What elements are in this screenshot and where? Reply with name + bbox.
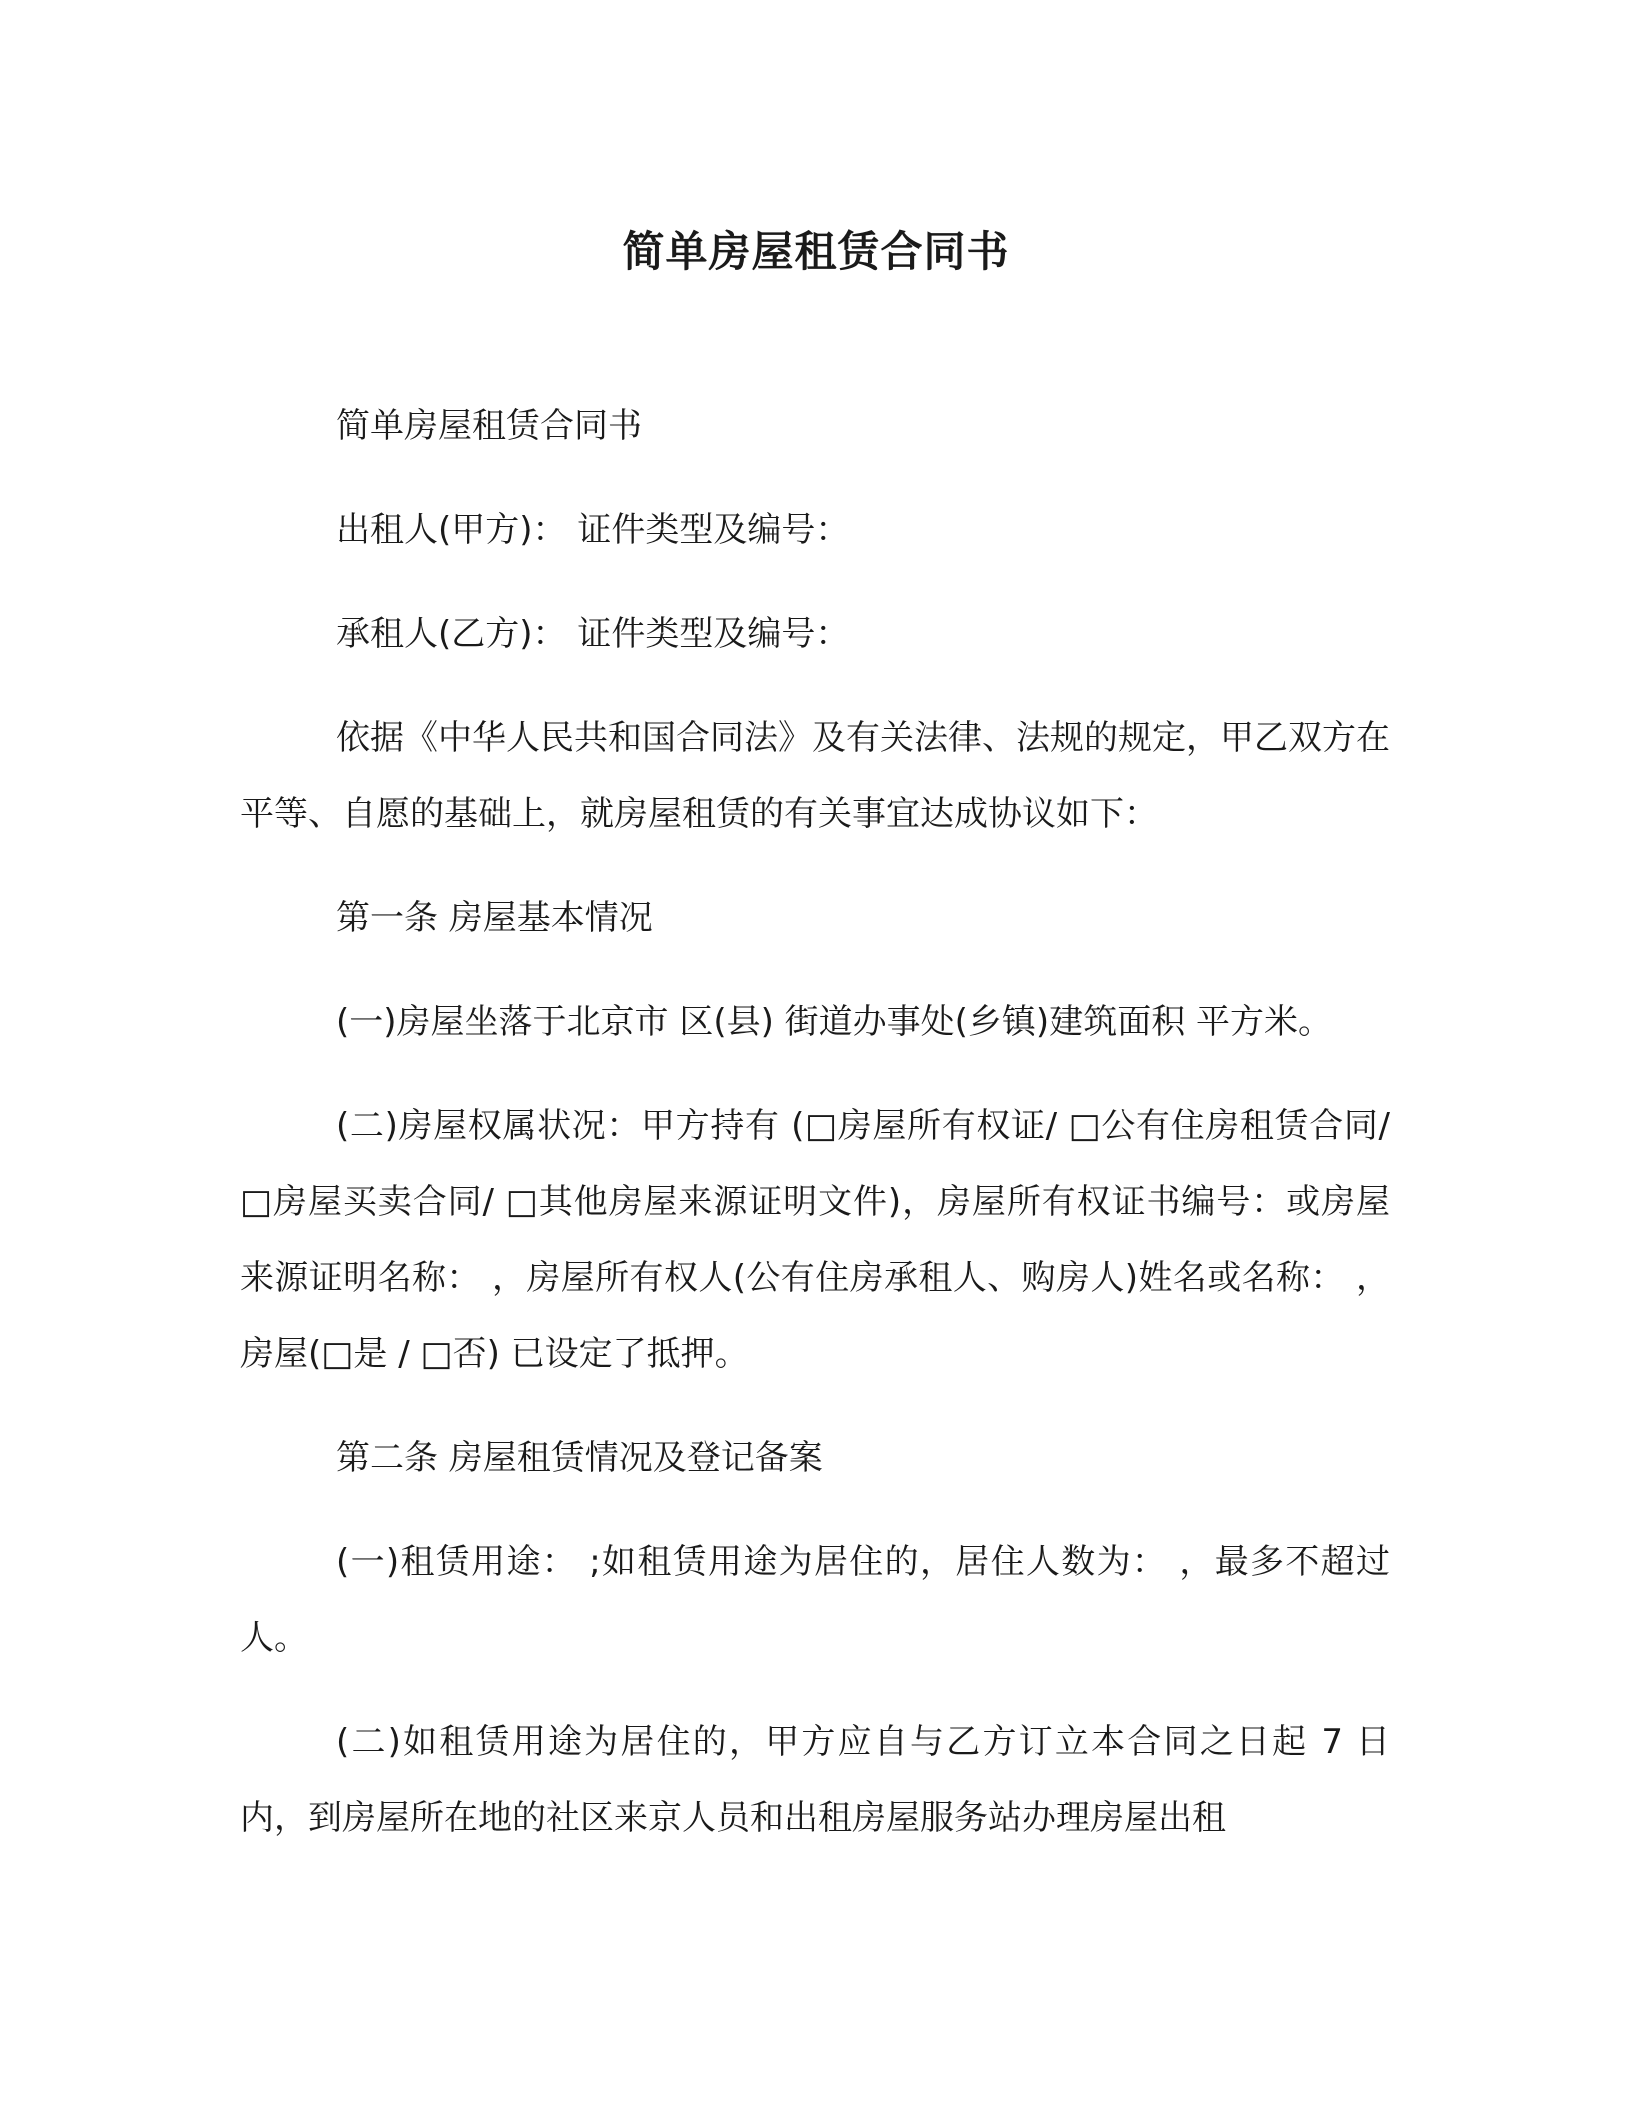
paragraph-article-2-item-2: (二)如租赁用途为居住的，甲方应自与乙方订立本合同之日起 7 日内，到房屋所在地的社区来京人员和出租房屋服务站办理房屋出租: [240, 1722, 1390, 1838]
paragraph-heading-repeat: 简单房屋租赁合同书: [336, 406, 642, 446]
paragraph-article-1-item-2: (二)房屋权属状况：甲方持有 (□房屋所有权证/ □公有住房租赁合同/ □房屋买卖合同/ □其他房屋来源证明文件)，房屋所有权证书编号：或房屋来源证明名称： ，房屋所有权人(公有住房承租人、购房人)姓名或名称： ，房屋(□是 / □否) 已设定了抵押。: [240, 1106, 1390, 1374]
paragraph-article-2-item-1: (一)租赁用途： ;如租赁用途为居住的，居住人数为： ，最多不超过 人。: [240, 1542, 1390, 1658]
document-body: [240, 388, 1390, 1884]
paragraph-article-1-item-1: (一)房屋坐落于北京市 区(县) 街道办事处(乡镇)建筑面积 平方米。: [336, 1002, 1333, 1042]
paragraph-article-2-title: 第二条 房屋租赁情况及登记备案: [336, 1438, 823, 1478]
paragraph-article-1-title: 第一条 房屋基本情况: [336, 898, 653, 938]
document-title: 简单房屋租赁合同书: [622, 227, 1010, 276]
paragraph-preamble: 依据《中华人民共和国合同法》及有关法律、法规的规定，甲乙双方在平等、自愿的基础上，就房屋租赁的有关事宜达成协议如下：: [240, 718, 1390, 834]
paragraph-lessee: 承租人(乙方)： 证件类型及编号：: [336, 614, 850, 654]
paragraph-lessor: 出租人(甲方)： 证件类型及编号：: [336, 510, 850, 550]
